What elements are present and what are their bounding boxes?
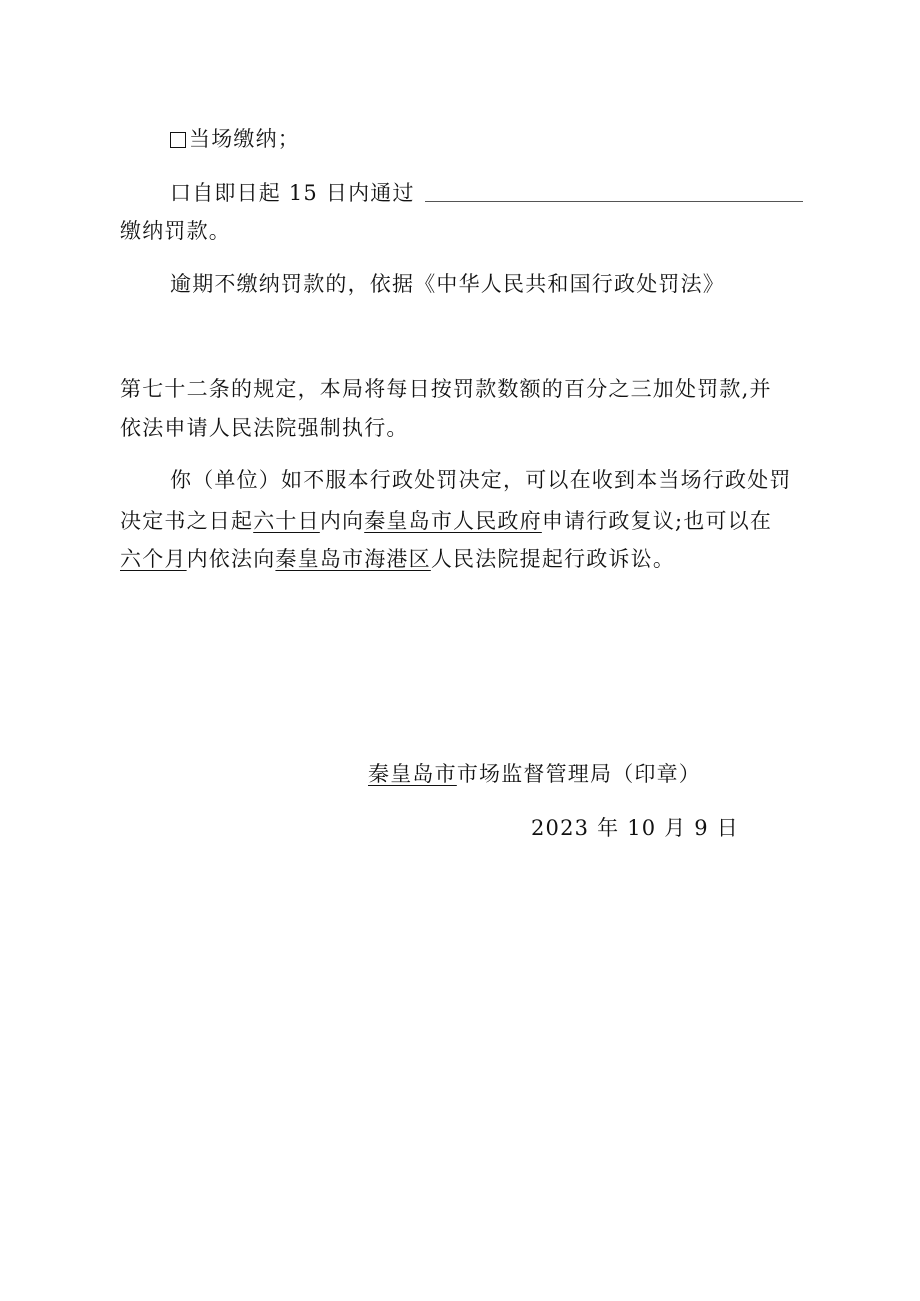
review-period: 六十日 xyxy=(253,509,320,533)
onsite-payment-label: 当场缴纳； xyxy=(189,127,300,151)
payment-method-blank[interactable] xyxy=(425,183,803,202)
organization-name: 市场监督管理局（印章） xyxy=(456,762,702,786)
deadline-payment-option xyxy=(170,180,803,206)
appeal-text: 内向 xyxy=(319,509,365,533)
issuing-organization xyxy=(368,761,701,787)
issue-date: 2023 年 10 月 9 日 xyxy=(531,816,739,840)
appeal-text: 申请行政复议;也可以在 xyxy=(541,509,773,533)
lawsuit-court: 秦皇岛市海港区 xyxy=(275,547,431,571)
deadline-payment-label: 口自即日起 15 日内通过 xyxy=(170,181,415,205)
overdue-text-line-1: 逾期不缴纳罚款的，依据《中华人民共和国行政处罚法》 xyxy=(170,272,725,296)
deadline-payment-suffix: 缴纳罚款。 xyxy=(120,219,231,243)
onsite-payment-option xyxy=(170,126,300,152)
appeal-text-line-1: 你（单位）如不服本行政处罚决定，可以在收到本当场行政处罚 xyxy=(170,468,792,492)
review-authority: 秦皇岛市人民政府 xyxy=(364,509,542,533)
appeal-text-line-3 xyxy=(120,546,675,572)
organization-city: 秦皇岛市 xyxy=(368,762,457,786)
overdue-text-line-3: 依法申请人民法院强制执行。 xyxy=(120,416,409,440)
lawsuit-period: 六个月 xyxy=(120,547,187,571)
onsite-payment-checkbox[interactable] xyxy=(170,132,186,148)
appeal-text: 决定书之日起 xyxy=(120,509,254,533)
appeal-text: 人民法院提起行政诉讼。 xyxy=(430,547,676,571)
overdue-text-line-2: 第七十二条的规定，本局将每日按罚款数额的百分之三加处罚款,并 xyxy=(120,377,772,401)
appeal-text: 内依法向 xyxy=(186,547,276,571)
appeal-text-line-2 xyxy=(120,508,772,534)
